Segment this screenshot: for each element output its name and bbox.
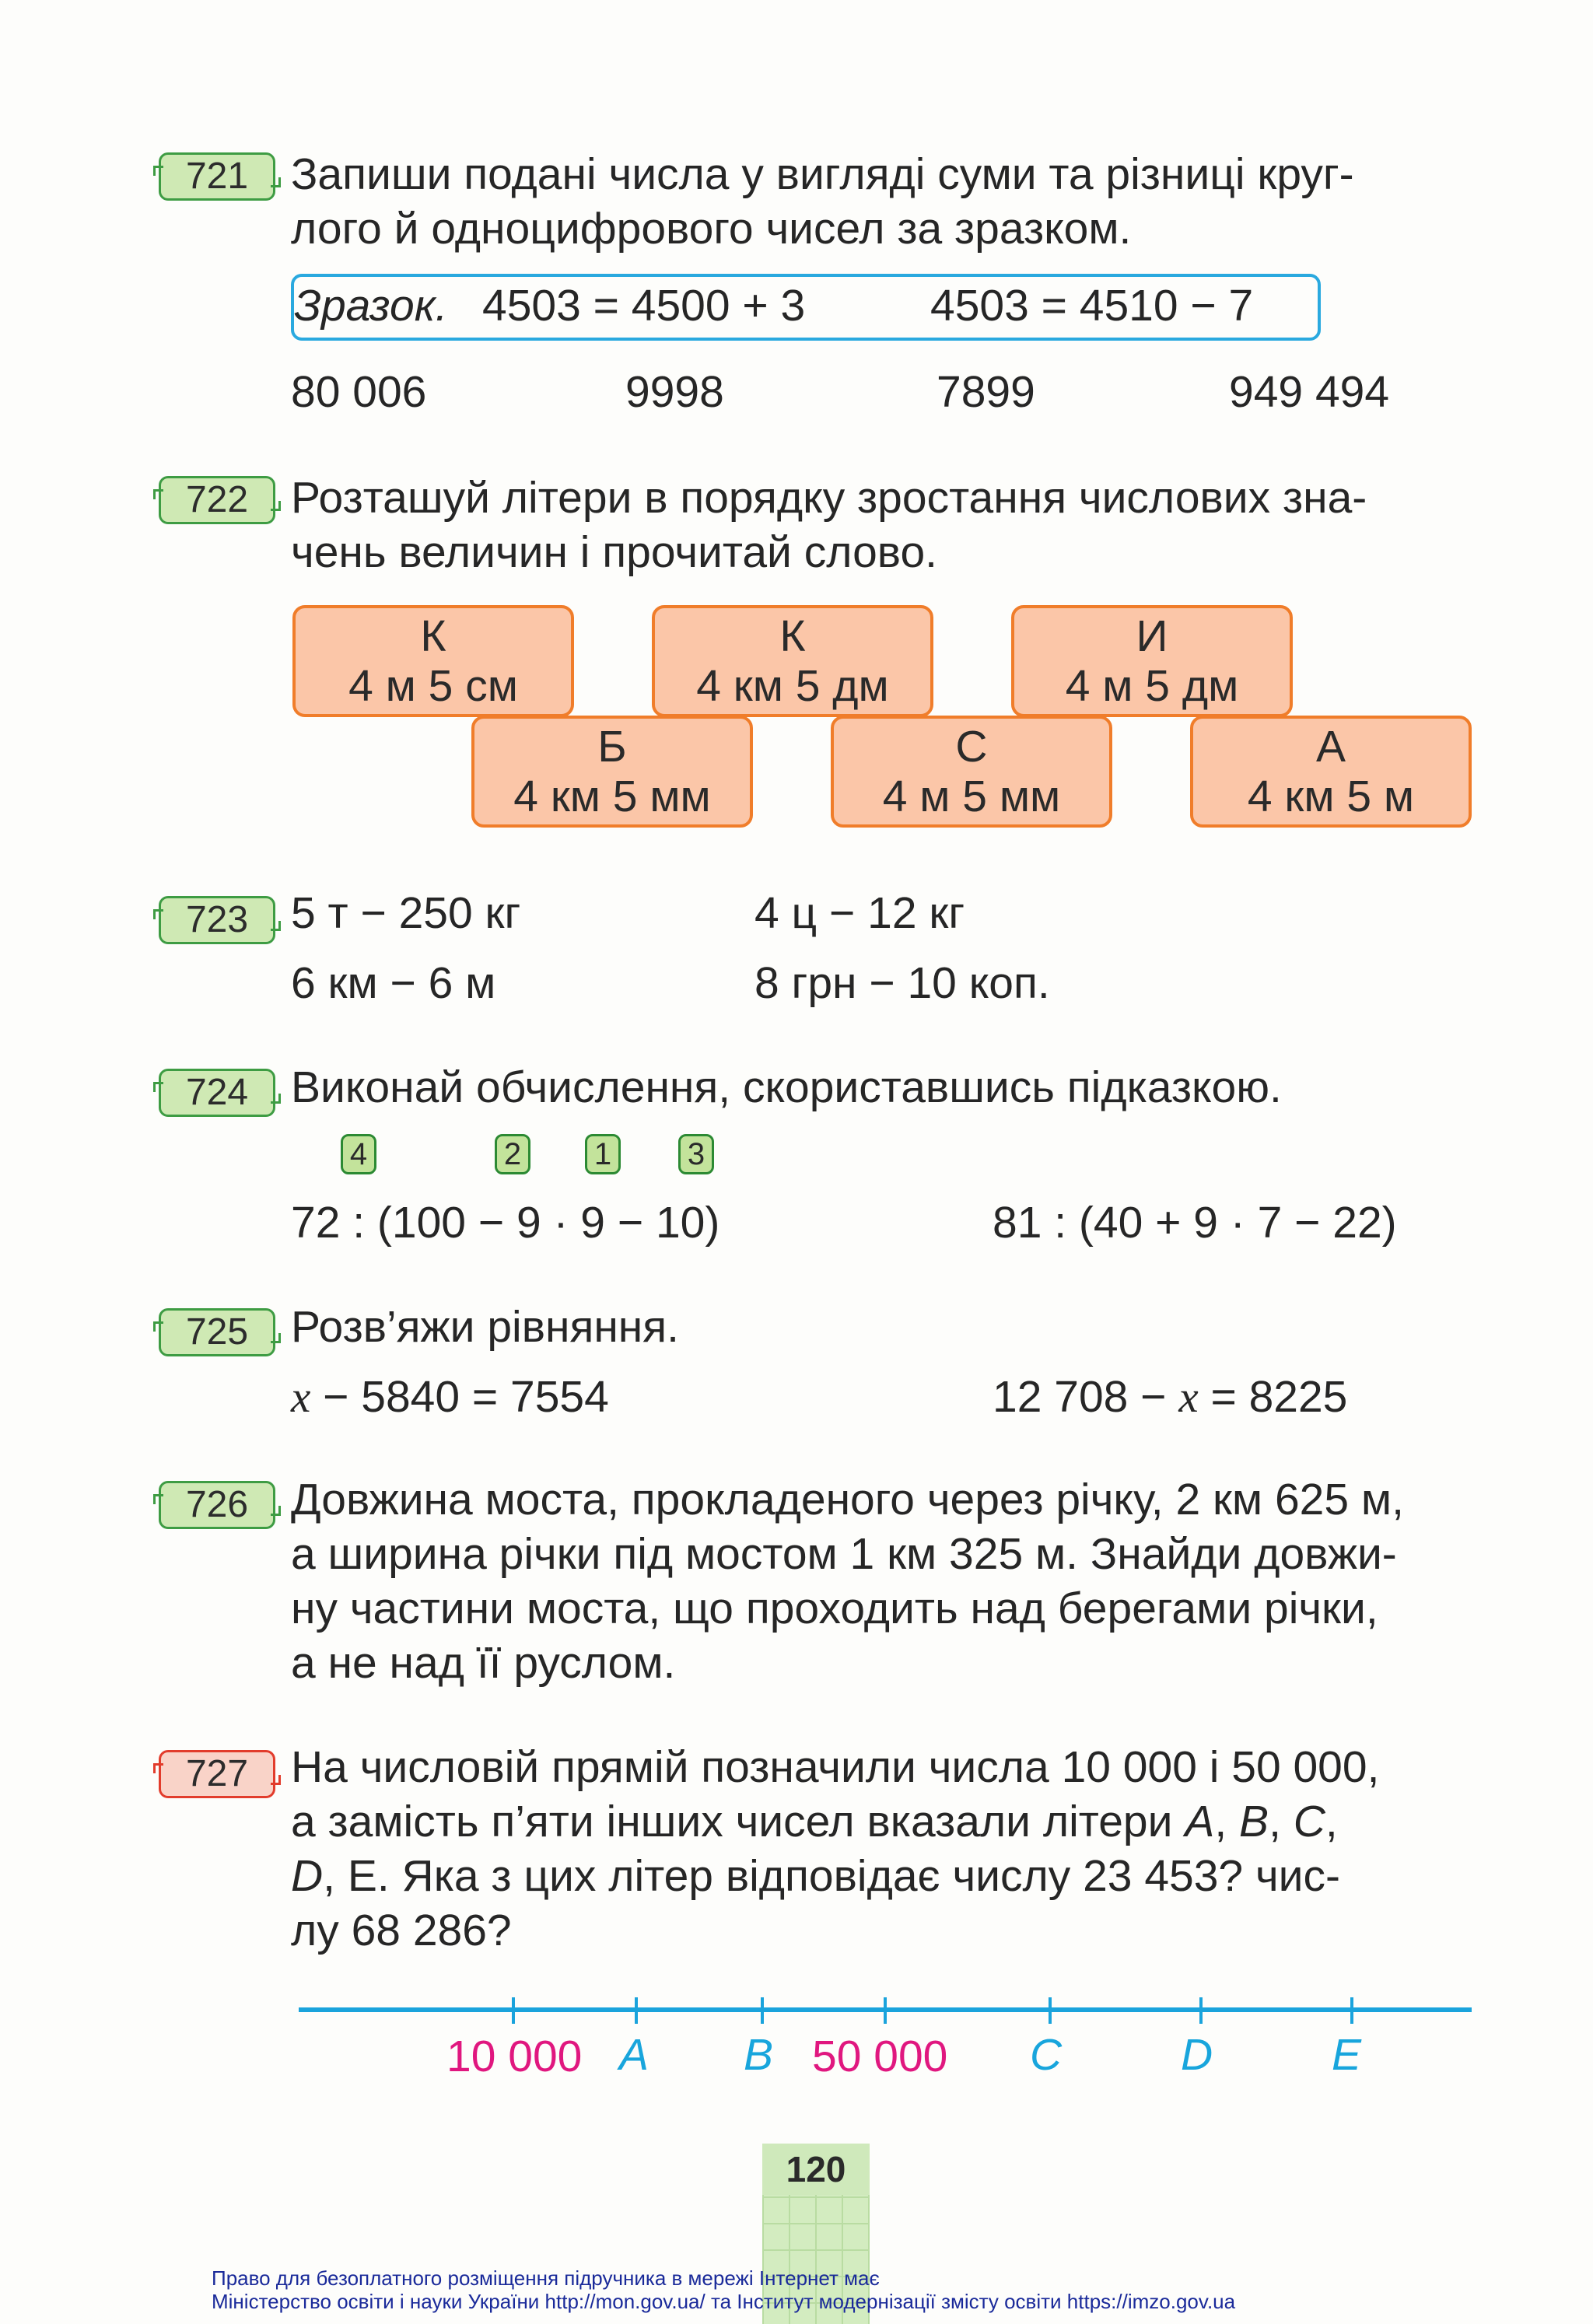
task-text-line: а замість п’яти інших чисел вказали літери A, B, C, — [291, 1797, 1338, 1846]
equation-rest: − 5840 = 7554 — [310, 1372, 609, 1422]
task-number: 7899 — [937, 367, 1035, 417]
order-hint: 1 — [585, 1134, 621, 1174]
equation-part: = 8225 — [1198, 1372, 1348, 1422]
task-number-badge: 726 — [159, 1481, 275, 1529]
task-expression: 6 км − 6 м — [291, 958, 496, 1008]
task-text-line: ну частини моста, що проходить над берегами річки, — [291, 1584, 1378, 1633]
task-number: 949 494 — [1229, 367, 1390, 417]
letter-card — [471, 716, 753, 828]
task-text-line: чень величин і прочитай слово. — [291, 527, 937, 577]
card-value: 4 м 5 дм — [1065, 661, 1239, 711]
task-text-line — [291, 1848, 1340, 1904]
task-text-line: лу 68 286? — [291, 1906, 512, 1955]
task-text-line: Запиши подані числа у вигляді суми та різниці круг- — [291, 149, 1354, 199]
task-number-badge: 722 — [159, 476, 275, 524]
number-line-label: 10 000 — [446, 2032, 583, 2081]
order-hint: 3 — [678, 1134, 714, 1174]
number-line-letter: A — [619, 2030, 649, 2080]
footer-line: Право для безоплатного розміщення підручника в мережі Інтернет має — [212, 2266, 880, 2290]
task-number: 9998 — [625, 367, 724, 417]
letter-card — [831, 716, 1112, 828]
sample-equation: 4503 = 4510 − 7 — [930, 281, 1254, 331]
card-value: 4 км 5 мм — [513, 772, 711, 821]
equation — [993, 1369, 1347, 1426]
number-line-letter: D — [1181, 2030, 1213, 2080]
letter-card — [652, 605, 933, 717]
equation — [291, 1369, 609, 1426]
task-text-line: Виконай обчислення, скориставшись підказкою. — [291, 1062, 1282, 1112]
card-value: 4 км 5 м — [1247, 772, 1415, 821]
card-letter: К — [420, 611, 446, 661]
letter: B — [1239, 1797, 1269, 1846]
letter: C — [1293, 1797, 1325, 1846]
letter-card — [1190, 716, 1472, 828]
sample-label: Зразок. — [294, 281, 448, 331]
variable: x — [291, 1373, 311, 1422]
task-expression: 81 : (40 + 9 · 7 − 22) — [993, 1198, 1397, 1248]
task-text-line: Довжина моста, прокладеного через річку, 2 км 625 м, — [291, 1475, 1404, 1524]
letter-card — [292, 605, 574, 717]
card-value: 4 м 5 мм — [882, 772, 1061, 821]
task-text-line: а ширина річки під мостом 1 км 325 м. Знайди довжи- — [291, 1529, 1397, 1579]
card-value: 4 км 5 дм — [696, 661, 889, 711]
sample-equation: 4503 = 4500 + 3 — [482, 281, 806, 331]
card-value: 4 м 5 см — [348, 661, 518, 711]
text-part: а замість п’яти інших чисел вказали літери — [291, 1797, 1173, 1846]
number-line-letter: C — [1030, 2030, 1063, 2080]
page-number: 120 — [762, 2144, 870, 2195]
order-hint: 4 — [341, 1134, 376, 1174]
task-number-badge: 725 — [159, 1308, 275, 1356]
card-letter: Б — [597, 722, 627, 772]
card-letter: К — [779, 611, 806, 661]
letter-card — [1011, 605, 1293, 717]
task-number-badge: 727 — [159, 1750, 275, 1798]
order-hint: 2 — [495, 1134, 530, 1174]
card-letter: И — [1136, 611, 1168, 661]
letter: A — [1185, 1797, 1215, 1846]
variable: x — [1178, 1373, 1199, 1422]
card-letter: А — [1315, 722, 1346, 772]
task-number-badge: 724 — [159, 1069, 275, 1117]
task-text-line: Розташуй літери в порядку зростання числових зна- — [291, 473, 1367, 523]
task-expression: 5 т − 250 кг — [291, 888, 521, 938]
task-text-line: Розв’яжи рівняння. — [291, 1302, 679, 1352]
number-line-label: 50 000 — [812, 2032, 948, 2081]
footer-line: Міністерство освіти і науки України http://mon.gov.ua/ та Інститут модернізації змісту освіти https://imzo.gov.ua — [212, 2290, 1236, 2313]
text-part: , E. Яка з цих літер відповідає числу 23 453? чис- — [323, 1851, 1340, 1901]
equation-part: 12 708 − — [993, 1372, 1179, 1422]
number-line-letter: E — [1332, 2030, 1362, 2080]
task-number-badge: 721 — [159, 152, 275, 201]
task-expression: 72 : (100 − 9 · 9 − 10) — [291, 1198, 720, 1248]
task-text-line: На числовій прямій позначили числа 10 000 і 50 000, — [291, 1742, 1380, 1792]
card-letter: С — [955, 722, 988, 772]
task-text-line: а не над її руслом. — [291, 1638, 676, 1688]
task-text-line: лого й одноцифрового чисел за зразком. — [291, 204, 1132, 254]
number-line-letter: B — [744, 2030, 774, 2080]
letter: D — [291, 1851, 324, 1901]
task-expression: 4 ц − 12 кг — [754, 888, 965, 938]
task-expression: 8 грн − 10 коп. — [754, 958, 1050, 1008]
task-number-badge: 723 — [159, 896, 275, 944]
task-number: 80 006 — [291, 367, 427, 417]
